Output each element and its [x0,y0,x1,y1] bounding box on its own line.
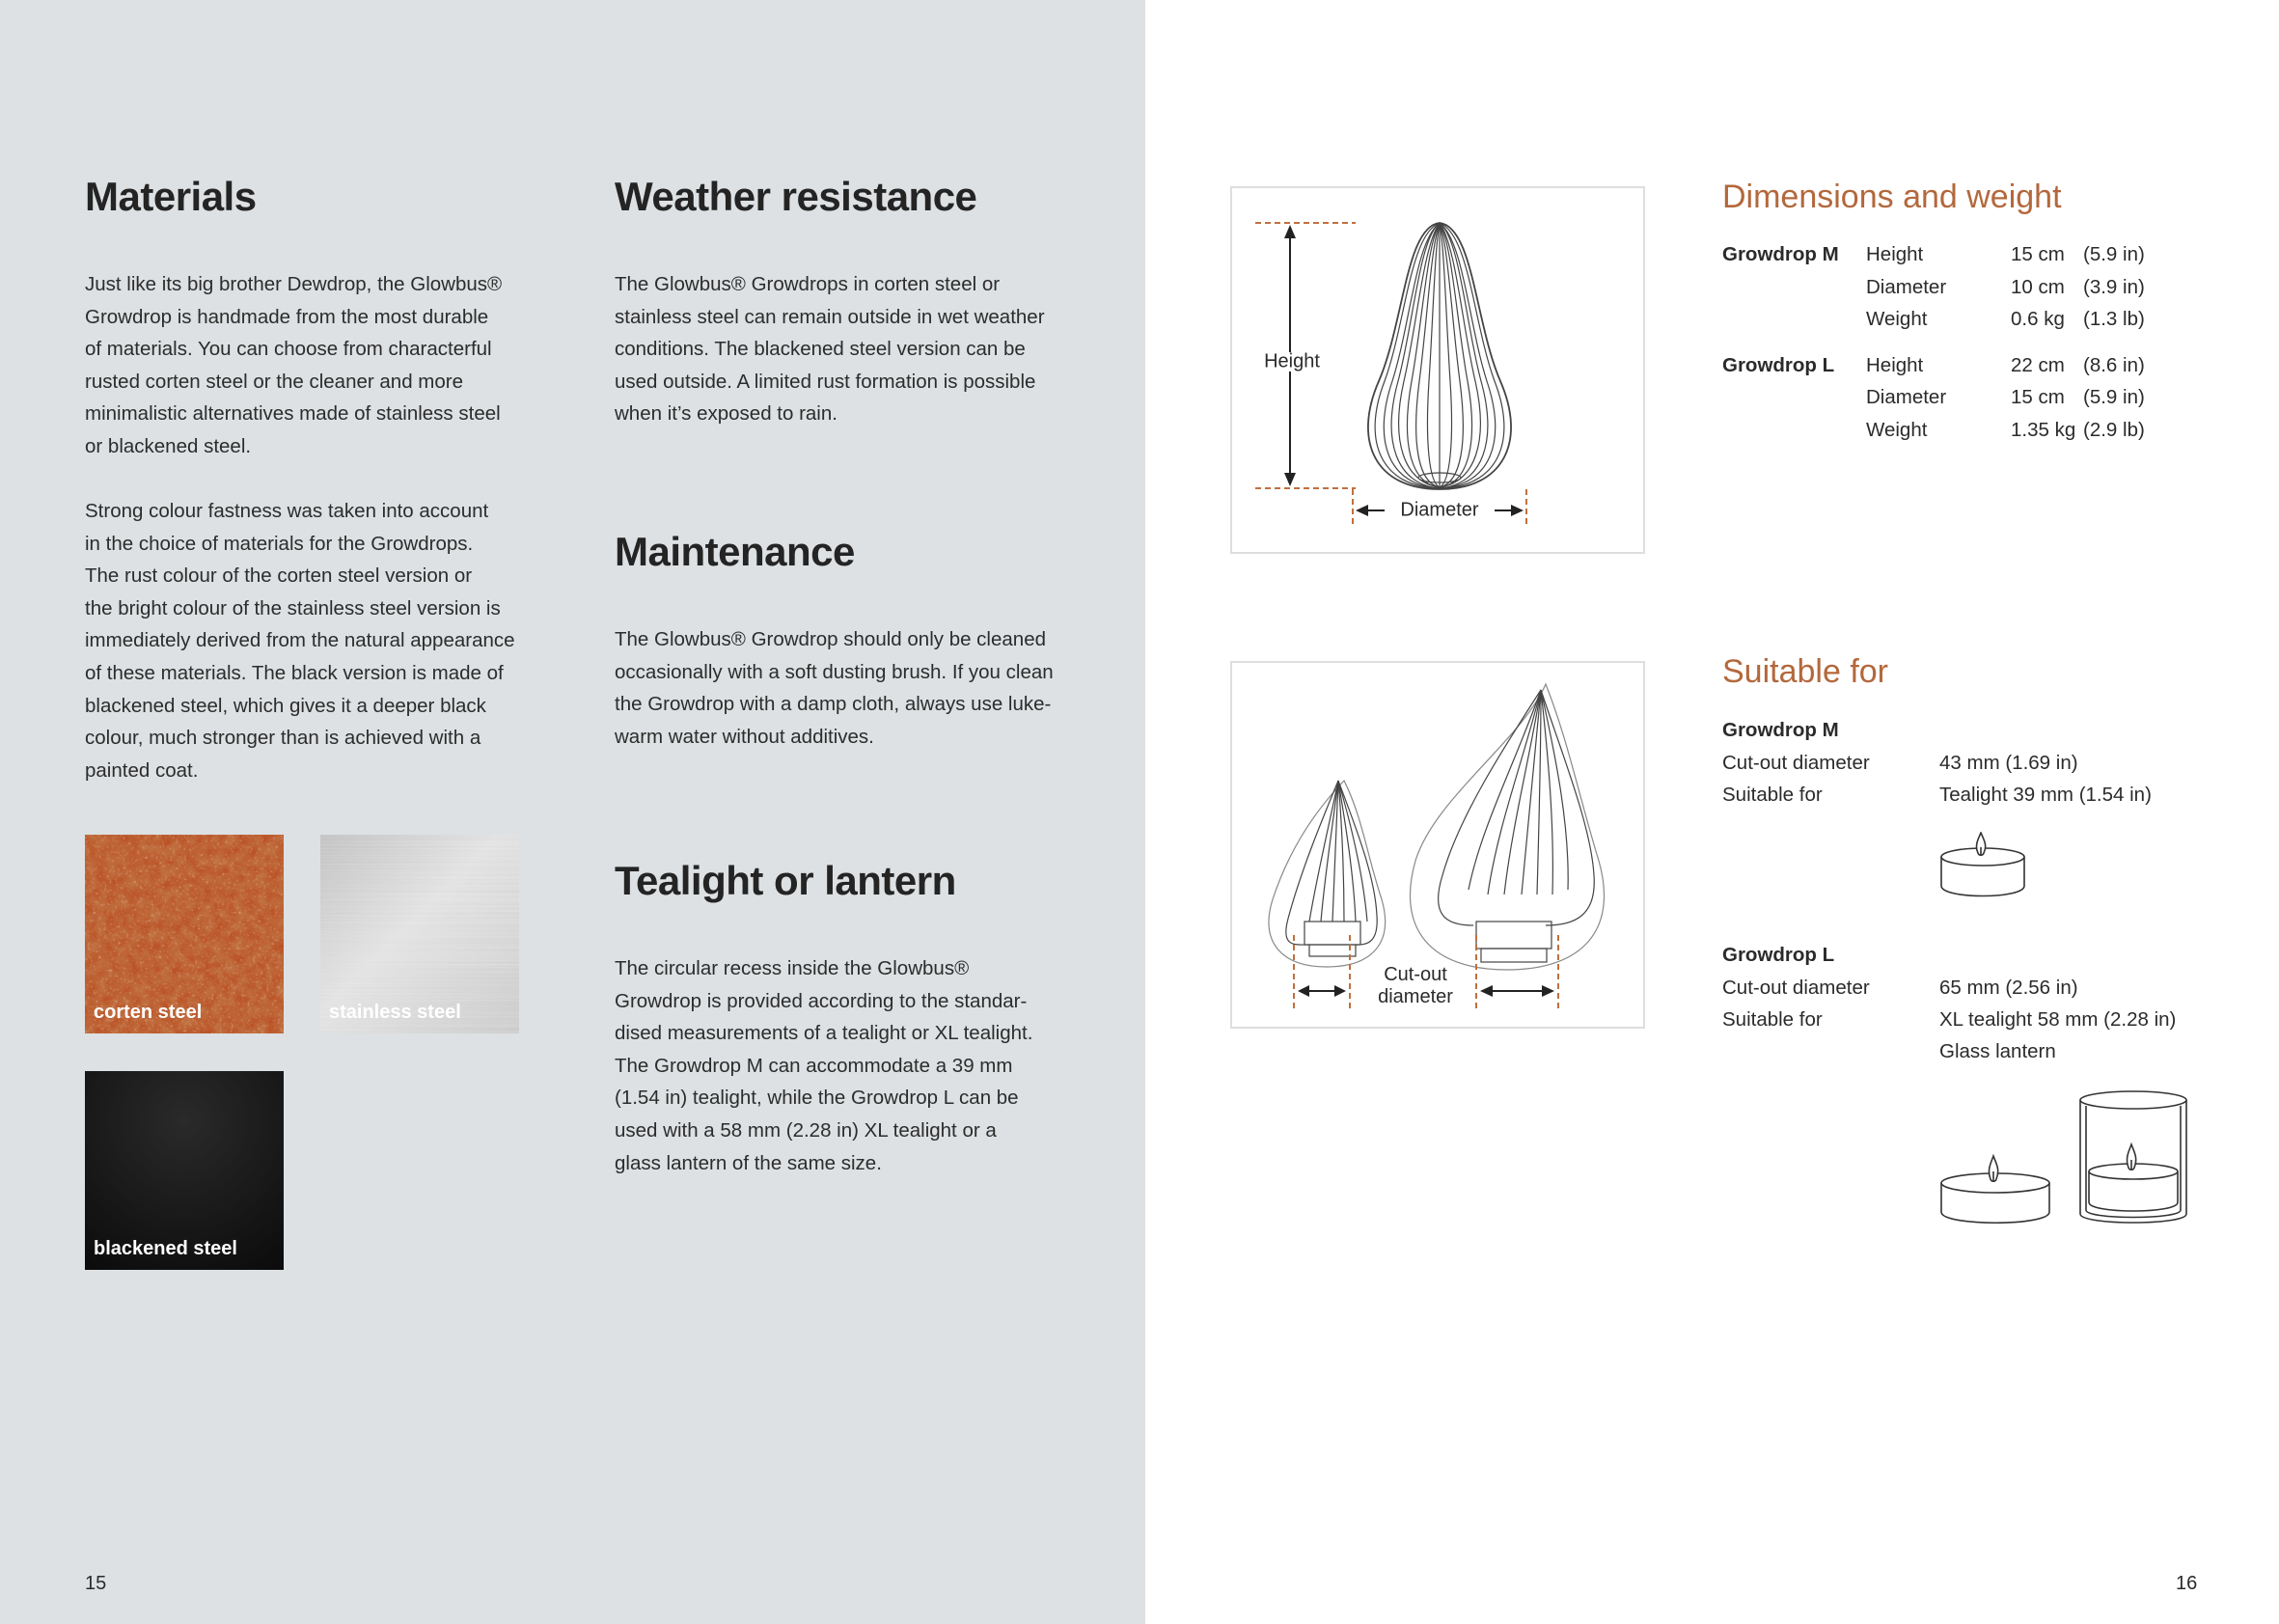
spec-metric: 0.6 kg [2011,308,2065,330]
spec-imperial: (5.9 in) [2083,243,2145,265]
cutout-dimension-l [1476,935,1558,1012]
page-number-left: 15 [85,1573,107,1594]
dimensions-figure [1230,186,1645,554]
spec-imperial: (3.9 in) [2083,276,2145,298]
spec-label: Diameter [1866,276,1947,298]
growdrop-drawing [1368,223,1511,489]
cutout-diameter-label-m: Cut-out diameter [1722,752,1870,774]
cutout-diameter-label-l: Cut-out diameter [1722,977,1870,999]
swatch-corten-steel [85,835,284,1033]
spec-imperial: (1.3 lb) [2083,308,2145,330]
suitable-model-l: Growdrop L [1722,944,1835,966]
dimensions-heading: Dimensions and weight [1722,179,2062,215]
suitable-for-value-m: Tealight 39 mm (1.54 in) [1939,784,2152,806]
xl-tealight-icon [1938,1154,2052,1229]
cutout-figure [1230,661,1645,1029]
swatch-label-corten-steel: corten steel [94,1002,203,1023]
suitable-model-m: Growdrop M [1722,719,1839,741]
page-number-right: 16 [2176,1573,2198,1594]
spec-imperial: (5.9 in) [2083,386,2145,408]
spec-metric: 15 cm [2011,386,2065,408]
glass-lantern-icon [2077,1088,2189,1227]
materials-paragraph-2: Strong colour fastness was taken into account in the choice of materials for the Growdrops. The rust colour of the corten steel version or the bright colour of the stainless steel version is immediately derived from the natural appearance of these materials. The black version is made of blackened steel, which gives it a deeper black colour, much stronger than is achieved with a painted coat. [85,500,515,782]
right-page [1145,0,2279,1624]
tealight-heading: Tealight or lantern [615,858,956,903]
swatch-label-blackened-steel: blackened steel [94,1238,237,1259]
materials-heading: Materials [85,174,257,219]
spec-label: Weight [1866,419,1928,441]
model-name-l: Growdrop L [1722,354,1835,376]
cutout-diameter-value-m: 43 mm (1.69 in) [1939,752,2078,774]
cutout-diameter-value-l: 65 mm (2.56 in) [1939,977,2078,999]
growdrop-dimension-diagram [1232,188,1647,556]
model-name-m: Growdrop M [1722,243,1839,265]
spec-metric: 22 cm [2011,354,2065,376]
growdrop-m-drawing [1269,781,1386,967]
height-label: Height [1264,350,1320,372]
maintenance-heading: Maintenance [615,529,855,574]
spec-imperial: (8.6 in) [2083,354,2145,376]
tealight-icon [1938,832,2027,901]
spec-metric: 15 cm [2011,243,2065,265]
maintenance-paragraph: The Glowbus® Growdrop should only be cleaned occasionally with a soft dusting brush. If you clean the Growdrop with a damp cloth, always use luke- warm water without additives. [615,628,1054,748]
suitable-for-label-l: Suitable for [1722,1008,1823,1031]
weather-paragraph: The Glowbus® Growdrops in corten steel or stainless steel can remain outside in wet weather conditions. The blackened steel version can be used outside. A limited rust formation is possible when it’s exposed to rain. [615,273,1045,426]
cutout-label-line2: diameter [1378,986,1453,1007]
spec-label: Weight [1866,308,1928,330]
tealight-paragraph: The circular recess inside the Glowbus® Growdrop is provided according to the standar- dised measurements of a tealight or XL tealight. The Growdrop M can accommodate a 39 mm (1.54 in) tealight, while the Growdrop L can be used with a 58 mm (2.28 in) XL tealight or a glass lantern of the same size. [615,957,1033,1174]
diameter-label: Diameter [1400,499,1479,521]
spec-label: Height [1866,243,1924,265]
spec-label: Height [1866,354,1924,376]
spec-imperial: (2.9 lb) [2083,419,2145,441]
suitable-for-value-l: XL tealight 58 mm (2.28 in) [1939,1008,2177,1031]
spec-metric: 1.35 kg [2011,419,2076,441]
suitable-for-label-m: Suitable for [1722,784,1823,806]
weather-heading: Weather resistance [615,174,977,219]
suitable-for-value-l-2: Glass lantern [1939,1040,2056,1062]
growdrop-l-drawing [1410,684,1604,970]
cutout-dimension-m [1294,935,1350,1012]
suitable-heading: Suitable for [1722,653,1888,690]
swatch-label-stainless-steel: stainless steel [329,1002,461,1023]
cutout-label-line1: Cut-out [1384,964,1447,985]
materials-paragraph-1: Just like its big brother Dewdrop, the Glowbus® Growdrop is handmade from the most durable of materials. You can choose from characterful rusted corten steel or the cleaner and more minimalistic alternatives made of stainless steel or blackened steel. [85,273,503,457]
spec-metric: 10 cm [2011,276,2065,298]
swatch-stainless-steel [320,835,519,1033]
spec-label: Diameter [1866,386,1947,408]
growdrop-cutout-diagram [1232,663,1647,1031]
swatch-blackened-steel [85,1071,284,1270]
